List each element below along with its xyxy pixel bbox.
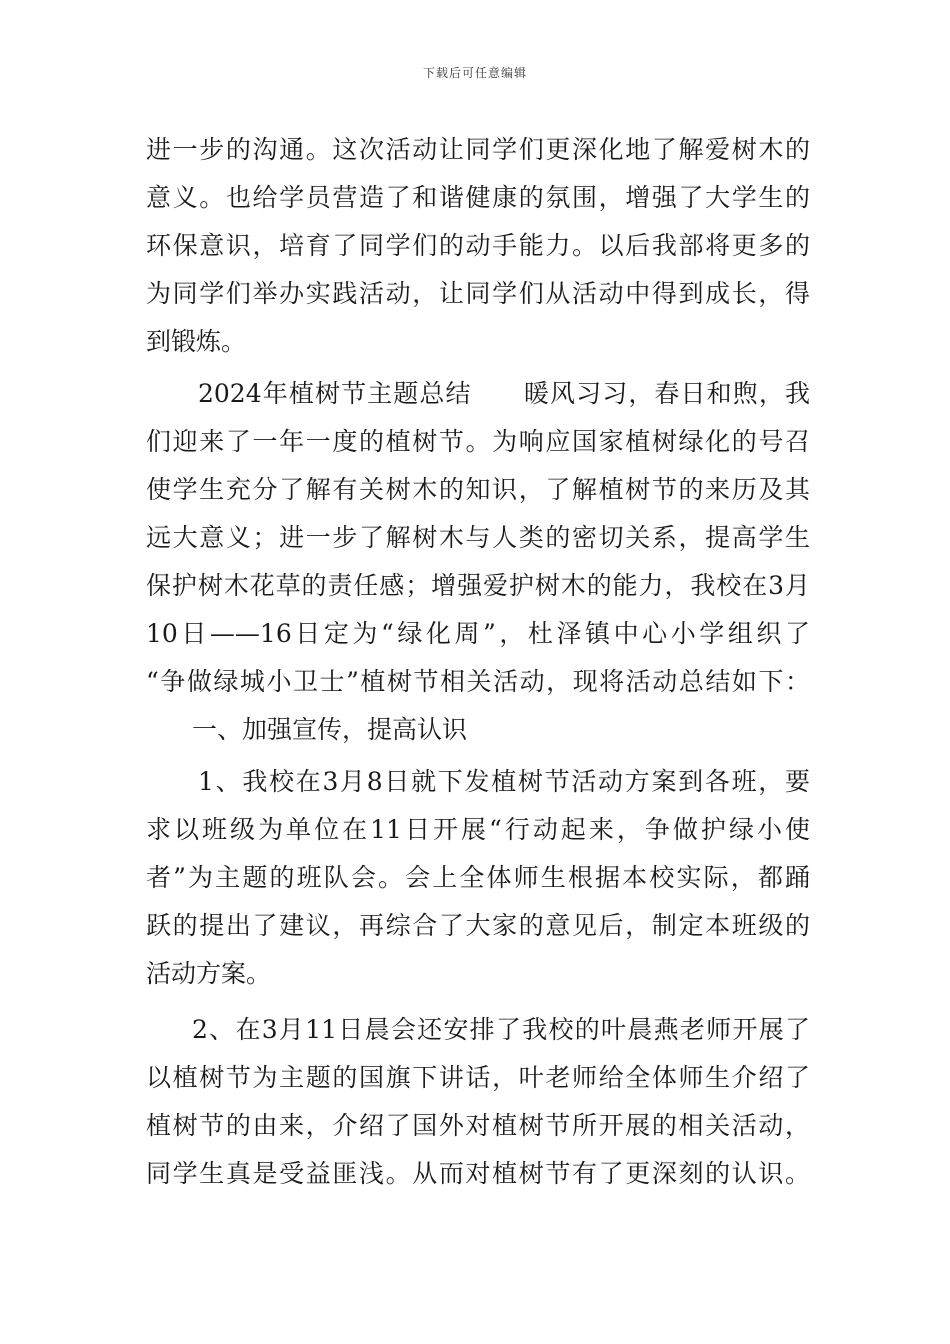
text-line: 远大意义；进一步了解树木与人类的密切关系，提高学生 — [146, 523, 810, 552]
text-line: 到锻炼。 — [146, 327, 247, 356]
text-line: 同学生真是受益匪浅。从而对植树节有了更深刻的认识。 — [146, 1159, 810, 1188]
text-line: 1、我校在3月8日就下发植树节活动方案到各班，要 — [198, 767, 810, 796]
text-line: 2、在3月11日晨会还安排了我校的叶晨燕老师开展了 — [192, 1015, 810, 1044]
text-line: 意义。也给学员营造了和谐健康的氛围，增强了大学生的 — [146, 183, 810, 212]
text-line: 们迎来了一年一度的植树节。为响应国家植树绿化的号召 — [146, 427, 810, 456]
text-line: 跃的提出了建议，再综合了大家的意见后，制定本班级的 — [146, 911, 810, 940]
text-line: 使学生充分了解有关树木的知识，了解植树节的来历及其 — [146, 475, 810, 504]
page-header-note: 下载后可任意编辑 — [422, 66, 527, 80]
text-line: 保护树木花草的责任感；增强爱护树木的能力，我校在3月 — [146, 571, 810, 600]
text-line: 10日——16日定为“绿化周”，杜泽镇中心小学组织了 — [146, 619, 810, 648]
section-heading-line: 2024年植树节主题总结 暖风习习，春日和煦，我 — [198, 379, 810, 408]
text-line: 进一步的沟通。这次活动让同学们更深化地了解爱树木的 — [146, 135, 810, 164]
text-line: 求以班级为单位在11日开展“行动起来，争做护绿小使 — [146, 815, 810, 844]
text-line: 植树节的由来，介绍了国外对植树节所开展的相关活动， — [146, 1111, 810, 1140]
document-body — [146, 126, 810, 1198]
text-line: 活动方案。 — [146, 959, 272, 988]
text-line: 环保意识，培育了同学们的动手能力。以后我部将更多的 — [146, 231, 810, 260]
text-line: 以植树节为主题的国旗下讲话，叶老师给全体师生介绍了 — [146, 1063, 810, 1092]
text-line: 者”为主题的班队会。会上全体师生根据本校实际，都踊 — [146, 863, 810, 892]
subheading-line: 一、加强宣传，提高认识 — [192, 715, 468, 744]
text-line: “争做绿城小卫士”植树节相关活动，现将活动总结如下： — [146, 667, 810, 696]
text-line: 为同学们举办实践活动，让同学们从活动中得到成长，得 — [146, 279, 810, 308]
